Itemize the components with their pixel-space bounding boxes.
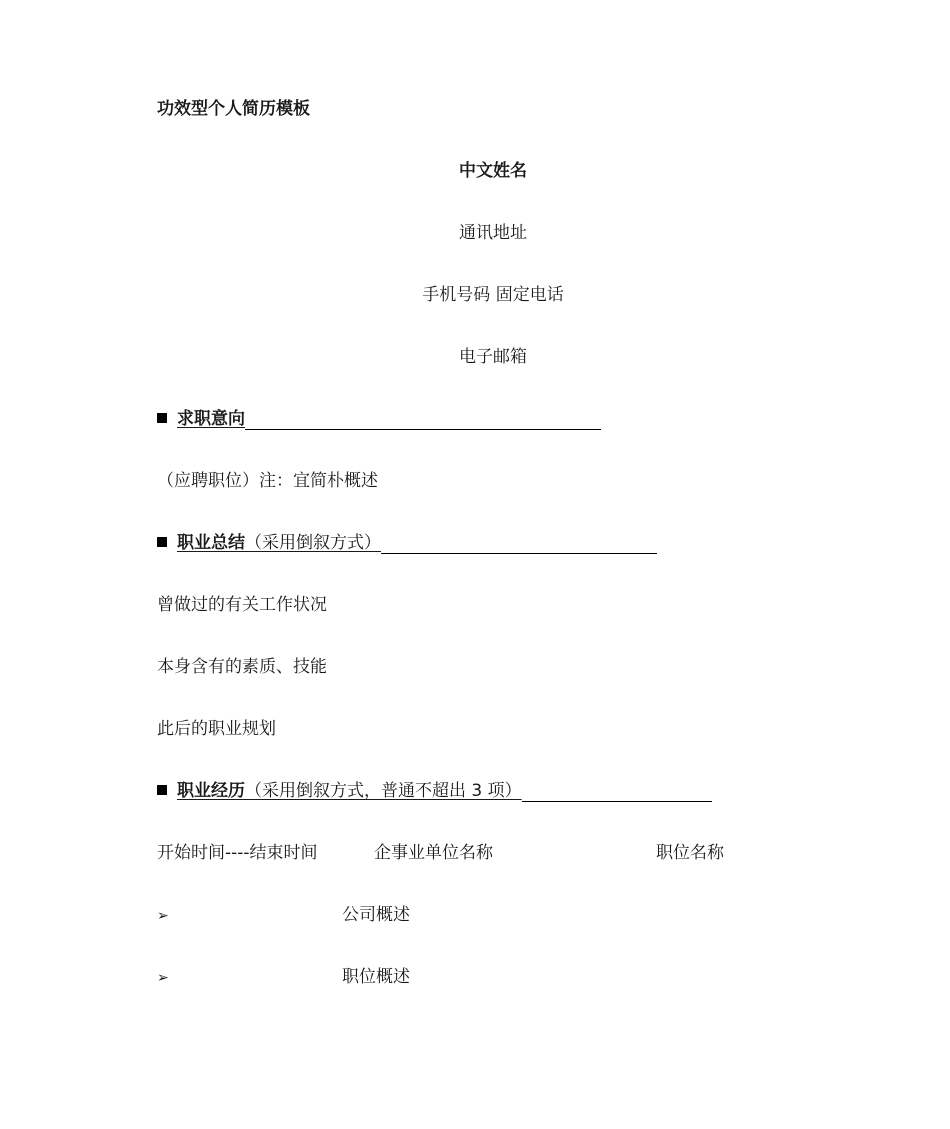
phone-field: 手机号码 固定电话 xyxy=(422,285,564,305)
experience-period: 开始时间----结束时间 xyxy=(157,843,318,863)
experience-bullet xyxy=(157,904,410,927)
experience-bullet xyxy=(157,966,410,989)
summary-heading-note: （采用倒叙方式） xyxy=(245,533,381,553)
section-experience-heading xyxy=(157,780,712,802)
experience-company: 企事业单位名称 xyxy=(374,843,493,863)
square-bullet-icon xyxy=(157,537,167,547)
address-field: 通讯地址 xyxy=(459,223,527,243)
experience-bullet-text: 公司概述 xyxy=(342,905,410,925)
summary-heading-text: 职业总结 xyxy=(177,533,245,553)
experience-position: 职位名称 xyxy=(656,843,724,863)
heading-underline xyxy=(245,412,601,430)
experience-heading-note: （采用倒叙方式，普通不超出 3 项） xyxy=(245,781,522,801)
summary-item: 曾做过的有关工作状况 xyxy=(157,595,327,615)
objective-content: （应聘职位）注：宜简朴概述 xyxy=(157,471,378,491)
section-objective-heading xyxy=(157,408,601,430)
heading-underline xyxy=(522,784,712,802)
document-title: 功效型个人简历模板 xyxy=(157,99,310,119)
arrow-bullet-icon: ➢ xyxy=(157,970,169,986)
objective-heading-text: 求职意向 xyxy=(177,409,245,429)
section-summary-heading xyxy=(157,532,657,554)
email-field: 电子邮箱 xyxy=(459,347,527,367)
summary-item: 本身含有的素质、技能 xyxy=(157,657,327,677)
name-field: 中文姓名 xyxy=(459,161,527,181)
experience-heading-text: 职业经历 xyxy=(177,781,245,801)
experience-bullet-text: 职位概述 xyxy=(342,967,410,987)
summary-item: 此后的职业规划 xyxy=(157,719,276,739)
heading-underline xyxy=(381,536,657,554)
square-bullet-icon xyxy=(157,413,167,423)
square-bullet-icon xyxy=(157,785,167,795)
arrow-bullet-icon: ➢ xyxy=(157,908,169,924)
